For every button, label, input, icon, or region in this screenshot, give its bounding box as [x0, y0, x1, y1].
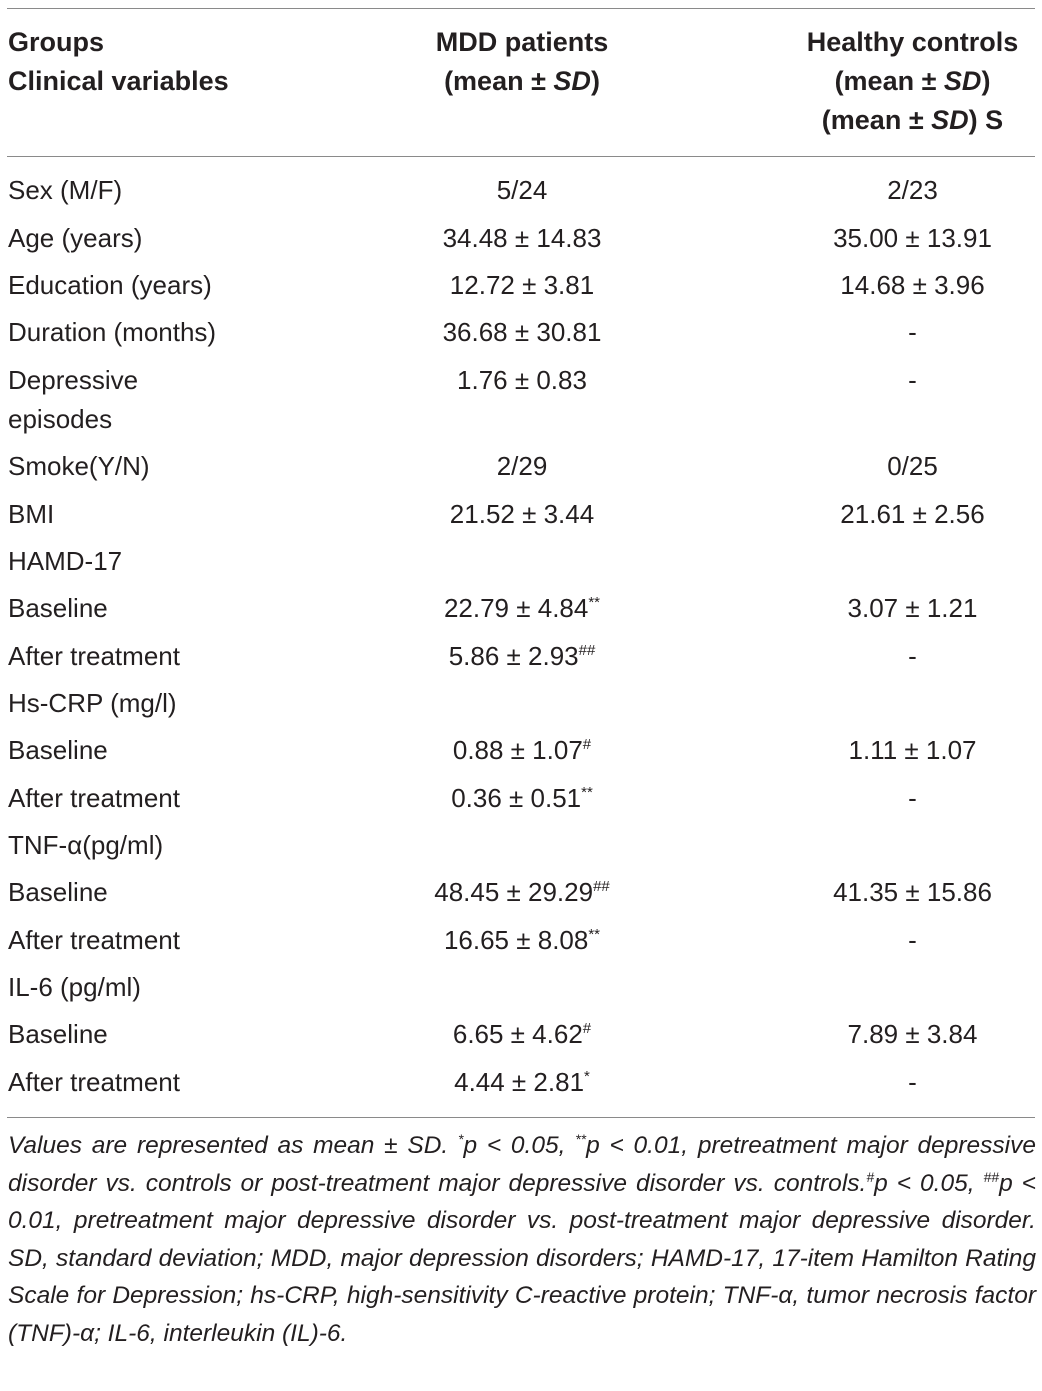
row-label: Baseline	[8, 877, 108, 907]
mdd-value-text: 4.44 ± 2.81	[454, 1067, 585, 1097]
hc-value: -	[908, 1067, 917, 1097]
significance-mark: #	[582, 736, 592, 753]
row-label: Smoke(Y/N)	[8, 451, 150, 481]
row-label: Duration (months)	[8, 317, 217, 347]
mdd-value	[372, 779, 672, 818]
top-rule	[7, 8, 1035, 9]
row-label: After treatment	[8, 783, 180, 813]
mdd-value-text: 6.65 ± 4.62	[452, 1019, 583, 1049]
footnote-mark: *	[458, 1131, 464, 1147]
header-groups-variables	[8, 23, 229, 101]
hc-value: 1.11 ± 1.07	[848, 735, 977, 765]
mdd-value	[372, 1015, 672, 1054]
hc-value: 0/25	[887, 451, 938, 481]
hc-value: 35.00 ± 13.91	[833, 223, 992, 253]
header-hc-stat-pre: (mean ±	[834, 66, 944, 96]
row-label: Baseline	[8, 1019, 108, 1049]
row-label: Baseline	[8, 593, 108, 623]
mdd-value-text: 2/29	[496, 451, 548, 481]
table-footnote	[8, 1127, 1036, 1352]
mdd-value	[372, 219, 672, 258]
mdd-value-text: 5.86 ± 2.93	[448, 641, 579, 671]
row-label: Education (years)	[8, 270, 212, 300]
mdd-value-text: 0.88 ± 1.07	[452, 735, 583, 765]
footnote-text: p < 0.01, pretreatment major depressive disorder vs. post-treatment major depressive disorder. SD, standard deviation; MDD, major depression disorders; HAMD-17, 17-item Hamilton Rating Scale for Depression; hs-CRP, high-sensitivity C-reactive protein; TNF-α, tumor necrosis factor (TNF)-α; IL-6, interleukin (IL)-6.	[8, 1169, 1036, 1347]
mdd-value-text: 1.76 ± 0.83	[457, 365, 587, 395]
row-label: Baseline	[8, 735, 108, 765]
header-hc-stat-sd: SD	[943, 66, 982, 96]
mdd-value	[372, 171, 672, 210]
mdd-value-text: 36.68 ± 30.81	[442, 317, 602, 347]
footnote-mark: ##	[983, 1168, 1000, 1185]
mdd-value-text: 5/24	[496, 175, 548, 205]
mdd-value-text: 21.52 ± 3.44	[449, 499, 595, 529]
row-label: HAMD-17	[8, 546, 123, 576]
hc-value: 21.61 ± 2.56	[840, 499, 985, 529]
row-label: Age (years)	[8, 223, 143, 253]
mdd-value	[372, 921, 672, 960]
mdd-value	[372, 637, 672, 676]
mdd-value	[372, 495, 672, 534]
hc-value: -	[908, 641, 917, 671]
header-groups: Groups	[8, 27, 105, 57]
bottom-rule	[7, 1117, 1035, 1118]
row-label: TNF-α(pg/ml)	[8, 830, 164, 860]
mdd-value	[372, 589, 672, 628]
header-mdd-stat-sd: SD	[553, 66, 591, 96]
header-rule	[7, 156, 1035, 157]
footnote-mark: #	[866, 1168, 875, 1185]
header-mdd-stat-post: )	[590, 66, 600, 96]
footnote-text: p < 0.01, pretreatment major depressive disorder vs. controls or post-treatment major depressive disorder vs. controls.	[8, 1132, 1036, 1197]
row-label: IL-6 (pg/ml)	[8, 972, 141, 1002]
footnote-text: p < 0.05,	[874, 1169, 984, 1197]
significance-mark: **	[581, 784, 593, 801]
significance-mark: *	[584, 1068, 590, 1085]
significance-mark: #	[582, 1020, 592, 1037]
header-hc-title: Healthy controls	[806, 27, 1019, 57]
significance-mark: ##	[578, 642, 596, 659]
footnote-mark: **	[575, 1131, 587, 1147]
header-mdd-stat	[372, 62, 672, 101]
header-hc-stat-post: )	[981, 66, 991, 96]
header-healthy-controls	[760, 23, 1042, 140]
row-label: Depressive episodes	[8, 365, 139, 434]
header-mdd-patients	[372, 23, 672, 101]
header-clinical-variables: Clinical variables	[8, 66, 229, 96]
mdd-value-text: 16.65 ± 8.08	[443, 925, 589, 955]
header-hc-stat-repeat	[760, 101, 1042, 140]
significance-mark: **	[588, 926, 601, 943]
mdd-value	[372, 1063, 672, 1102]
mdd-value-text: 0.36 ± 0.51	[451, 783, 582, 813]
row-label: After treatment	[8, 925, 180, 955]
header-hc-stat	[760, 62, 1042, 101]
header-mdd-stat-pre: (mean ±	[444, 66, 554, 96]
header-mdd-title: MDD patients	[435, 27, 609, 57]
hc-value: -	[908, 317, 917, 347]
hc-value: 3.07 ± 1.21	[847, 593, 978, 623]
mdd-value-text: 48.45 ± 29.29	[434, 877, 594, 907]
mdd-value	[372, 873, 672, 912]
header-hc-stat2-sd: SD	[931, 105, 969, 135]
hc-value: 41.35 ± 15.86	[833, 877, 992, 907]
mdd-value-text: 22.79 ± 4.84	[443, 593, 589, 623]
hc-value: -	[908, 365, 917, 395]
row-label: After treatment	[8, 1067, 180, 1097]
row-label: Sex (M/F)	[8, 175, 123, 205]
row-label: After treatment	[8, 641, 180, 671]
mdd-value-text: 12.72 ± 3.81	[449, 270, 595, 300]
hc-value: -	[908, 783, 917, 813]
hc-value: 7.89 ± 3.84	[847, 1019, 978, 1049]
row-label: Hs-CRP (mg/l)	[8, 688, 177, 718]
mdd-value	[372, 447, 672, 486]
mdd-value	[372, 361, 672, 400]
mdd-value	[372, 313, 672, 352]
hc-value: 2/23	[887, 175, 938, 205]
hc-value: 14.68 ± 3.96	[840, 270, 985, 300]
footnote-text: p < 0.05,	[463, 1132, 576, 1159]
mdd-value-text: 34.48 ± 14.83	[442, 223, 602, 253]
significance-mark: ##	[593, 878, 610, 895]
mdd-value	[372, 266, 672, 305]
hc-value: -	[908, 925, 917, 955]
header-hc-stat2-pre: (mean ±	[821, 105, 932, 135]
header-hc-stat2-post: ) S	[968, 105, 1004, 135]
footnote-text: Values are represented as mean ± SD.	[8, 1132, 458, 1159]
row-label: BMI	[8, 499, 55, 529]
significance-mark: **	[588, 594, 601, 611]
mdd-value	[372, 731, 672, 770]
